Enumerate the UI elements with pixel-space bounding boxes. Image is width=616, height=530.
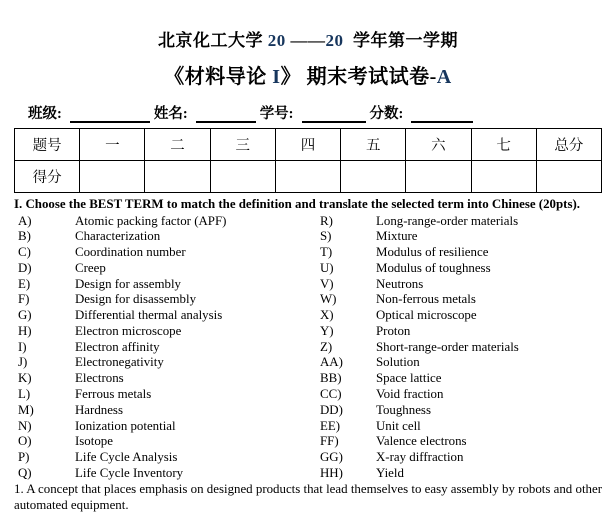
term-letter: F) xyxy=(18,292,30,307)
term-letter: Q) xyxy=(18,465,32,480)
term-text: Solution xyxy=(376,355,420,370)
semester-label: 学年第一学期 xyxy=(343,31,458,50)
term-letter: I) xyxy=(18,339,27,354)
term-row xyxy=(18,340,602,356)
term-text: Ionization potential xyxy=(75,418,176,433)
term-text: Life Cycle Inventory xyxy=(75,465,184,480)
question-1-text: 1. A concept that places emphasis on designed products that lead themselves to easy assembly by robots and other automated equipment. xyxy=(14,481,602,512)
exam-title-line1 xyxy=(0,0,616,51)
section1-heading: I. Choose the BEST TERM to match the definition and translate the selected term into Chinese (20pts). xyxy=(14,197,580,211)
score-table xyxy=(14,128,602,193)
term-text: Differential thermal analysis xyxy=(75,308,223,323)
question-number-row xyxy=(15,129,602,161)
term-text: Electron microscope xyxy=(75,323,182,338)
term-row xyxy=(18,355,602,371)
term-letter: H) xyxy=(18,323,32,338)
question-number-cell: 七 xyxy=(471,129,536,161)
term-letter: G) xyxy=(18,308,32,323)
term-letter: K) xyxy=(18,371,32,386)
student-info-row xyxy=(28,102,602,123)
term-text: Ferrous metals xyxy=(75,387,152,402)
term-row xyxy=(18,277,602,293)
term-row xyxy=(18,450,602,466)
term-letter: GG) xyxy=(320,450,343,465)
exam-type-label: 》 期末考试试卷- xyxy=(280,66,437,88)
term-row xyxy=(18,229,602,245)
term-row xyxy=(18,466,602,482)
score-entry-cell xyxy=(471,161,536,193)
term-letter: DD) xyxy=(320,402,343,417)
term-text: Non-ferrous metals xyxy=(376,292,476,307)
score-field-label: 分数: xyxy=(369,106,404,122)
term-letter: HH) xyxy=(320,465,343,480)
question-number-cell: 五 xyxy=(341,129,406,161)
term-letter: W) xyxy=(320,292,337,307)
term-letter: AA) xyxy=(320,355,343,370)
term-row xyxy=(18,403,602,419)
term-text: Yield xyxy=(376,465,404,480)
term-text: Atomic packing factor (APF) xyxy=(75,213,227,228)
term-text: Isotope xyxy=(75,434,113,449)
term-row xyxy=(18,371,602,387)
school-name: 北京化工大学 xyxy=(158,31,268,50)
term-letter: CC) xyxy=(320,387,342,402)
term-letter: C) xyxy=(18,245,31,260)
term-letter: U) xyxy=(320,260,334,275)
term-letter: Y) xyxy=(320,323,334,338)
term-text: Design for disassembly xyxy=(75,292,197,307)
course-number: I xyxy=(272,66,281,88)
term-letter: S) xyxy=(320,229,332,244)
class-field-blank xyxy=(70,107,150,123)
score-entry-cell xyxy=(145,161,210,193)
term-row xyxy=(18,434,602,450)
term-letter: BB) xyxy=(320,371,342,386)
paper-version: A xyxy=(436,66,452,88)
question-number-cell: 一 xyxy=(80,129,145,161)
term-text: Electrons xyxy=(75,371,124,386)
term-text: Modulus of resilience xyxy=(376,245,489,260)
term-row xyxy=(18,245,602,261)
name-field-label: 姓名: xyxy=(153,106,188,122)
term-text: Long-range-order materials xyxy=(376,213,519,228)
term-text: Proton xyxy=(376,323,411,338)
term-text: Void fraction xyxy=(376,387,444,402)
term-letter: FF) xyxy=(320,434,339,449)
term-text: Short-range-order materials xyxy=(376,339,519,354)
term-text: Coordination number xyxy=(75,245,186,260)
term-text: Space lattice xyxy=(376,371,442,386)
term-text: Electron affinity xyxy=(75,339,160,354)
score-entry-cell xyxy=(406,161,471,193)
question-number-cell: 三 xyxy=(210,129,275,161)
term-text: Neutrons xyxy=(376,276,424,291)
term-letter: L) xyxy=(18,387,31,402)
course-name: 《材料导论 xyxy=(164,66,273,88)
term-text: Toughness xyxy=(376,402,431,417)
term-letter: T) xyxy=(320,245,333,260)
term-letter: E) xyxy=(18,276,31,291)
year-end: 20 xyxy=(325,31,344,50)
score-entry-cell xyxy=(341,161,406,193)
term-row xyxy=(18,308,602,324)
score-entry-cell xyxy=(275,161,340,193)
year-dash: —— xyxy=(285,31,326,50)
term-letter: Z) xyxy=(320,339,333,354)
term-row xyxy=(18,214,602,230)
term-letter: P) xyxy=(18,450,30,465)
exam-title-line2 xyxy=(0,60,616,89)
term-row xyxy=(18,324,602,340)
score-label-cell: 得分 xyxy=(15,161,80,193)
term-text: Design for assembly xyxy=(75,276,181,291)
score-row xyxy=(15,161,602,193)
term-letter: O) xyxy=(18,434,32,449)
term-text: Modulus of toughness xyxy=(376,260,491,275)
question-number-cell: 六 xyxy=(406,129,471,161)
term-letter: X) xyxy=(320,308,334,323)
term-letter: B) xyxy=(18,229,31,244)
term-letter: D) xyxy=(18,260,32,275)
term-letter: EE) xyxy=(320,418,341,433)
term-letter: M) xyxy=(18,402,34,417)
score-field-blank xyxy=(411,107,473,123)
term-letter: J) xyxy=(18,355,28,370)
term-text: X-ray diffraction xyxy=(376,450,464,465)
name-field-blank xyxy=(196,107,256,123)
term-text: Characterization xyxy=(75,229,161,244)
score-entry-cell xyxy=(210,161,275,193)
term-text: Unit cell xyxy=(376,418,421,433)
question-number-cell: 总分 xyxy=(536,129,601,161)
score-table-body xyxy=(15,129,602,193)
term-text: Electronegativity xyxy=(75,355,164,370)
term-letter: V) xyxy=(320,276,334,291)
question-number-cell: 二 xyxy=(145,129,210,161)
term-text: Valence electrons xyxy=(376,434,467,449)
term-text: Life Cycle Analysis xyxy=(75,450,178,465)
score-entry-cell xyxy=(80,161,145,193)
term-text: Creep xyxy=(75,260,106,275)
term-row xyxy=(18,292,602,308)
terms-list xyxy=(18,214,602,482)
student-id-field-label: 学号: xyxy=(259,106,294,122)
term-text: Optical microscope xyxy=(376,308,477,323)
score-entry-cell xyxy=(536,161,601,193)
term-row xyxy=(18,419,602,435)
year-start: 20 xyxy=(267,31,286,50)
term-text: Hardness xyxy=(75,402,123,417)
class-field-label: 班级: xyxy=(28,106,62,122)
term-letter: A) xyxy=(18,213,32,228)
term-row xyxy=(18,387,602,403)
term-row xyxy=(18,261,602,277)
term-letter: N) xyxy=(18,418,32,433)
question-number-label-cell: 题号 xyxy=(15,129,80,161)
question-number-cell: 四 xyxy=(275,129,340,161)
term-text: Mixture xyxy=(376,229,418,244)
student-id-field-blank xyxy=(302,107,366,123)
term-letter: R) xyxy=(320,213,333,228)
